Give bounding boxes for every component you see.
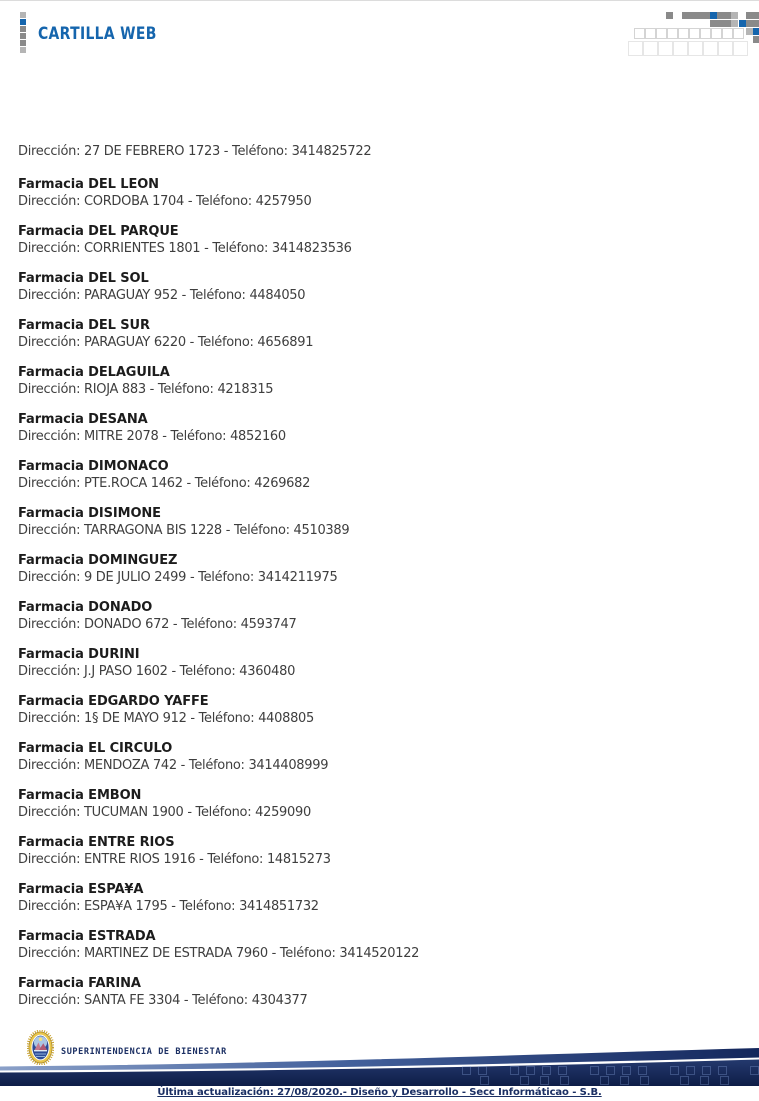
pharmacy-address: Dirección: SANTA FE 3304 - Teléfono: 4304377 [18,993,308,1008]
pharmacy-entry [18,505,751,539]
pharmacy-name: Farmacia DISIMONE [18,506,161,521]
pharmacy-entry [18,270,751,304]
pharmacy-address: Dirección: MARTINEZ DE ESTRADA 7960 - Teléfono: 3414520122 [18,946,420,961]
pharmacy-address: Dirección: MITRE 2078 - Teléfono: 4852160 [18,429,286,444]
pharmacy-entry [18,787,751,821]
pharmacy-address: Dirección: RIOJA 883 - Teléfono: 4218315 [18,382,274,397]
pharmacy-name: Farmacia DEL SOL [18,271,149,286]
pharmacy-name: Farmacia DELAGUILA [18,365,170,380]
pharmacy-entry [18,458,751,492]
pharmacy-name: Farmacia DONADO [18,600,153,615]
org-name: SUPERINTENDENCIA DE BIENESTAR [61,1047,227,1057]
pharmacy-name: Farmacia DEL SUR [18,318,150,333]
pharmacy-address: Dirección: 1§ DE MAYO 912 - Teléfono: 4408805 [18,711,314,726]
pharmacy-entry [18,928,751,962]
pharmacy-entry [18,364,751,398]
pharmacy-name: Farmacia ESPA¥A [18,882,144,897]
pharmacy-address: Dirección: PTE.ROCA 1462 - Teléfono: 4269682 [18,476,311,491]
pharmacy-name: Farmacia FARINA [18,976,141,991]
pharmacy-name: Farmacia ESTRADA [18,929,156,944]
pharmacy-entry [18,834,751,868]
pharmacy-list [18,143,751,1022]
pharmacy-address: Dirección: ESPA¥A 1795 - Teléfono: 3414851732 [18,899,319,914]
pharmacy-entry [18,223,751,257]
pharmacy-entry [18,693,751,727]
pharmacy-entry [18,975,751,1009]
pharmacy-address: Dirección: TUCUMAN 1900 - Teléfono: 4259090 [18,805,311,820]
pharmacy-entry [18,143,751,160]
last-updated-text: Última actualización: 27/08/2020.- Diseño y Desarrollo - Secc Informáticao - S.B. [157,1087,602,1098]
pharmacy-entry [18,552,751,586]
pharmacy-address: Dirección: TARRAGONA BIS 1228 - Teléfono: 4510389 [18,523,350,538]
pharmacy-address: Dirección: PARAGUAY 952 - Teléfono: 4484050 [18,288,306,303]
pharmacy-name: Farmacia DESANA [18,412,148,427]
pharmacy-address: Dirección: J.J PASO 1602 - Teléfono: 4360480 [18,664,296,679]
pharmacy-name: Farmacia DEL PARQUE [18,224,179,239]
pharmacy-name: Farmacia DURINI [18,647,140,662]
pharmacy-entry [18,599,751,633]
cartilla-logo-strip-icon [20,12,26,54]
pharmacy-address: Dirección: 27 DE FEBRERO 1723 - Teléfono: 3414825722 [18,144,372,159]
pharmacy-entry [18,176,751,210]
pharmacy-address: Dirección: MENDOZA 742 - Teléfono: 3414408999 [18,758,329,773]
pharmacy-entry [18,317,751,351]
pharmacy-name: Farmacia EDGARDO YAFFE [18,694,209,709]
pharmacy-entry [18,881,751,915]
pharmacy-name: Farmacia DEL LEON [18,177,159,192]
pharmacy-address: Dirección: CORRIENTES 1801 - Teléfono: 3414823536 [18,241,352,256]
pharmacy-entry [18,646,751,680]
pharmacy-name: Farmacia DIMONACO [18,459,169,474]
pharmacy-name: Farmacia ENTRE RIOS [18,835,175,850]
pharmacy-name: Farmacia EMBON [18,788,142,803]
pharmacy-name: Farmacia DOMINGUEZ [18,553,178,568]
pharmacy-address: Dirección: PARAGUAY 6220 - Teléfono: 4656891 [18,335,314,350]
pharmacy-entry [18,411,751,445]
app-title: CARTILLA WEB [38,24,157,44]
pharmacy-name: Farmacia EL CIRCULO [18,741,173,756]
pharmacy-address: Dirección: 9 DE JULIO 2499 - Teléfono: 3414211975 [18,570,338,585]
pharmacy-entry [18,740,751,774]
pharmacy-address: Dirección: CORDOBA 1704 - Teléfono: 4257950 [18,194,312,209]
footer-band-swoosh [0,1048,759,1086]
pharmacy-address: Dirección: DONADO 672 - Teléfono: 4593747 [18,617,297,632]
pharmacy-address: Dirección: ENTRE RIOS 1916 - Teléfono: 14815273 [18,852,331,867]
